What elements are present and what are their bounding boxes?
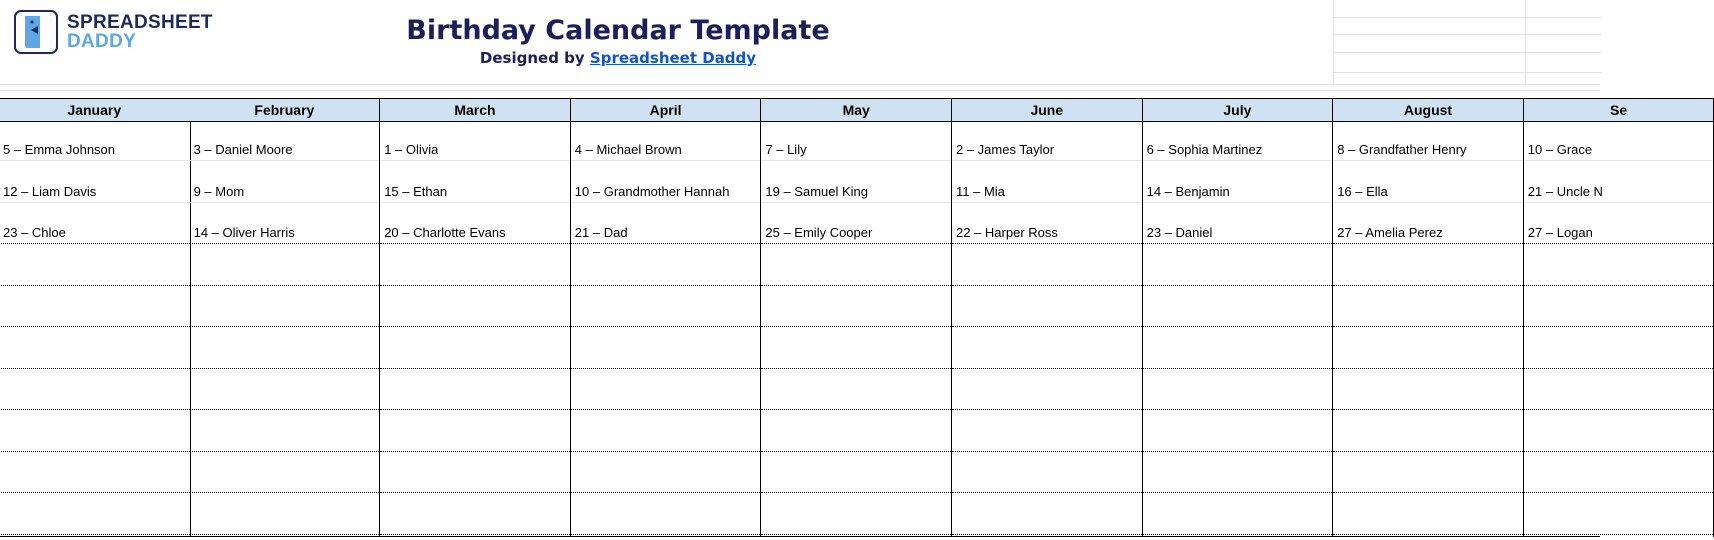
logo-line-2: DADDY [67, 31, 137, 52]
birthday-cell[interactable] [0, 327, 190, 369]
birthday-cell[interactable]: 6 – Sophia Martinez [1143, 122, 1333, 161]
birthday-cell[interactable] [571, 452, 761, 494]
birthday-cell[interactable] [190, 452, 380, 494]
birthday-cell[interactable]: 1 – Olivia [380, 122, 570, 161]
logo-mark-icon [14, 10, 58, 54]
birthday-cell[interactable] [1143, 244, 1333, 286]
birthday-cell[interactable] [952, 410, 1142, 452]
birthday-cell[interactable]: 16 – Ella [1333, 161, 1523, 203]
birthday-cell[interactable] [1143, 369, 1333, 411]
birthday-cell[interactable] [1524, 327, 1714, 369]
page-subtitle [358, 47, 878, 69]
birthday-cell[interactable] [190, 327, 380, 369]
birthday-cell[interactable] [1524, 452, 1714, 494]
birthday-cell[interactable] [190, 493, 380, 535]
birthday-cell[interactable] [0, 244, 190, 286]
logo-wordmark [67, 13, 213, 51]
birthday-cell[interactable] [761, 286, 951, 328]
birthday-cell[interactable] [571, 369, 761, 411]
birthday-cell[interactable] [0, 410, 190, 452]
birthday-cell[interactable] [380, 410, 570, 452]
month-header[interactable]: August [1333, 98, 1523, 122]
month-header[interactable]: January [0, 98, 190, 122]
birthday-cell[interactable] [1143, 286, 1333, 328]
month-header[interactable]: June [952, 98, 1142, 122]
logo-line-1: SPREADSHEET [67, 12, 213, 33]
subtitle-prefix: Designed by [479, 49, 585, 67]
birthday-cell[interactable]: 3 – Daniel Moore [190, 122, 380, 161]
birthday-cell[interactable] [190, 410, 380, 452]
birthday-cell[interactable] [190, 369, 380, 411]
birthday-cell[interactable] [761, 410, 951, 452]
birthday-cell[interactable] [1333, 410, 1523, 452]
birthday-cell[interactable] [1524, 369, 1714, 411]
birthday-cell[interactable]: 12 – Liam Davis [0, 161, 190, 203]
month-column-1 [0, 98, 191, 537]
birthday-cell[interactable] [952, 244, 1142, 286]
header-divider-2 [0, 90, 1600, 91]
birthday-cell[interactable] [761, 244, 951, 286]
header-divider [0, 84, 1600, 85]
birthday-cell[interactable] [1524, 244, 1714, 286]
birthday-cell[interactable]: 11 – Mia [952, 161, 1142, 203]
birthday-cell[interactable] [952, 327, 1142, 369]
month-header[interactable]: April [571, 98, 761, 122]
month-header[interactable]: May [761, 98, 951, 122]
birthday-cell[interactable] [1333, 286, 1523, 328]
birthday-cell[interactable] [1524, 493, 1714, 535]
month-column-5 [761, 98, 952, 537]
birthday-cell[interactable] [571, 327, 761, 369]
birthday-cell[interactable] [380, 327, 570, 369]
birthday-cell[interactable] [1524, 410, 1714, 452]
birthday-cell[interactable] [1143, 493, 1333, 535]
birthday-cell[interactable]: 23 – Daniel [1143, 203, 1333, 245]
sheet-header [0, 0, 1600, 84]
birthday-cell[interactable]: 9 – Mom [190, 161, 380, 203]
designer-link[interactable]: Spreadsheet Daddy [589, 49, 757, 67]
birthday-cell[interactable] [1333, 493, 1523, 535]
birthday-cell[interactable] [952, 452, 1142, 494]
month-column-6 [952, 98, 1143, 537]
birthday-cell[interactable] [1143, 327, 1333, 369]
birthday-cell[interactable]: 8 – Grandfather Henry [1333, 122, 1523, 161]
birthday-cell[interactable]: 2 – James Taylor [952, 122, 1142, 161]
month-header[interactable]: March [380, 98, 570, 122]
birthday-cell[interactable]: 22 – Harper Ross [952, 203, 1142, 245]
birthday-cell[interactable]: 10 – Grandmother Hannah [571, 161, 761, 203]
month-column-9 [1524, 98, 1714, 537]
birthday-cell[interactable]: 10 – Grace [1524, 122, 1714, 161]
birthday-cell[interactable] [761, 369, 951, 411]
birthday-cell[interactable] [1143, 410, 1333, 452]
birthday-cell[interactable]: 21 – Dad [571, 203, 761, 245]
birthday-cell[interactable] [761, 327, 951, 369]
birthday-cell[interactable]: 20 – Charlotte Evans [380, 203, 570, 245]
birthday-cell[interactable]: 25 – Emily Cooper [761, 203, 951, 245]
month-column-2 [190, 98, 381, 537]
birthday-cell[interactable]: 19 – Samuel King [761, 161, 951, 203]
month-header[interactable]: February [190, 98, 380, 122]
month-header[interactable]: Se [1524, 98, 1714, 122]
birthday-cell[interactable] [1333, 369, 1523, 411]
birthday-cell[interactable] [1143, 452, 1333, 494]
birthday-cell[interactable]: 5 – Emma Johnson [0, 122, 190, 161]
month-column-3 [380, 98, 571, 537]
birthday-cell[interactable]: 7 – Lily [761, 122, 951, 161]
birthday-cell[interactable] [0, 452, 190, 494]
month-column-8 [1333, 98, 1524, 537]
birthday-grid [0, 98, 1628, 540]
birthday-cell[interactable] [190, 286, 380, 328]
page-title: Birthday Calendar Template [406, 15, 830, 46]
month-column-4 [571, 98, 762, 537]
birthday-cell[interactable] [380, 369, 570, 411]
birthday-cell[interactable]: 15 – Ethan [380, 161, 570, 203]
grid-bottom-border [0, 536, 1600, 537]
birthday-cell[interactable]: 23 – Chloe [0, 203, 190, 245]
month-header[interactable]: July [1143, 98, 1333, 122]
birthday-cell[interactable] [0, 369, 190, 411]
birthday-cell[interactable]: 4 – Michael Brown [571, 122, 761, 161]
top-right-gridlines [1333, 0, 1601, 86]
birthday-cell[interactable] [0, 286, 190, 328]
birthday-cell[interactable] [1333, 327, 1523, 369]
birthday-cell[interactable] [380, 493, 570, 535]
birthday-cell[interactable]: 27 – Logan [1524, 203, 1714, 245]
birthday-cell[interactable] [571, 286, 761, 328]
title-block [358, 14, 878, 69]
birthday-cell[interactable] [761, 493, 951, 535]
birthday-cell[interactable] [380, 286, 570, 328]
birthday-cell[interactable] [380, 452, 570, 494]
brand-logo[interactable] [14, 10, 213, 54]
birthday-cell[interactable] [1333, 244, 1523, 286]
birthday-cell[interactable] [0, 493, 190, 535]
birthday-cell[interactable] [761, 452, 951, 494]
birthday-cell[interactable]: 21 – Uncle N [1524, 161, 1714, 203]
birthday-cell[interactable]: 14 – Benjamin [1143, 161, 1333, 203]
birthday-cell[interactable] [952, 286, 1142, 328]
birthday-cell[interactable] [571, 244, 761, 286]
birthday-cell[interactable] [190, 244, 380, 286]
month-column-7 [1143, 98, 1334, 537]
birthday-cell[interactable] [1333, 452, 1523, 494]
birthday-cell[interactable] [952, 493, 1142, 535]
birthday-cell[interactable] [380, 244, 570, 286]
birthday-cell[interactable]: 27 – Amelia Perez [1333, 203, 1523, 245]
birthday-cell[interactable]: 14 – Oliver Harris [190, 203, 380, 245]
birthday-cell[interactable] [571, 493, 761, 535]
birthday-cell[interactable] [1524, 286, 1714, 328]
birthday-cell[interactable] [571, 410, 761, 452]
birthday-cell[interactable] [952, 369, 1142, 411]
